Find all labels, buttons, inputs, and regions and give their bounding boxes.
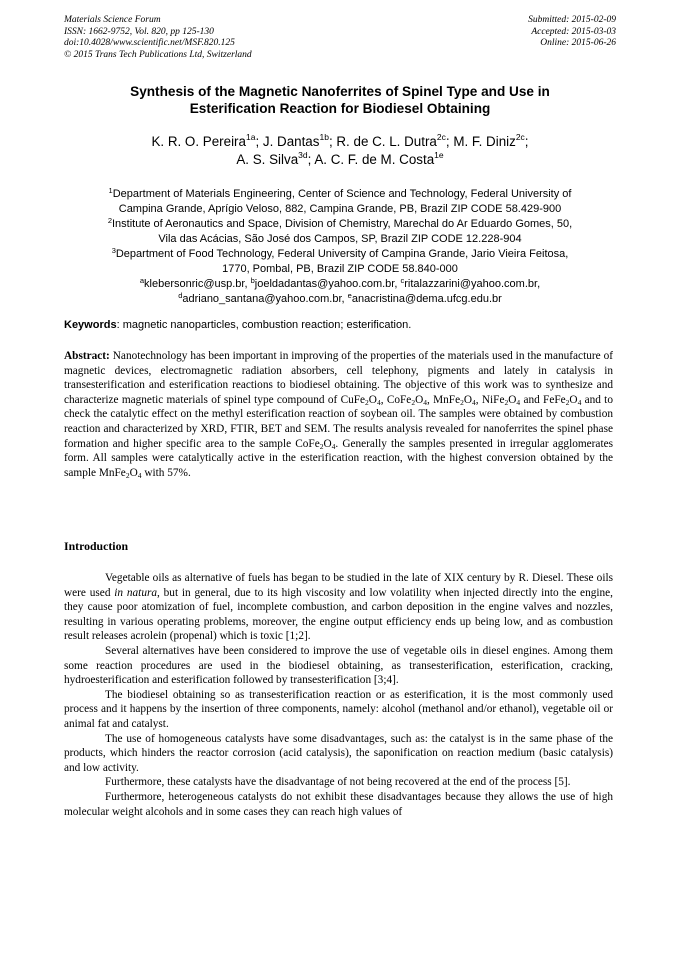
email-mark: c [400, 276, 405, 285]
author-separator: ; [307, 152, 315, 167]
keywords-label: Keywords [64, 319, 117, 331]
email-mark: e [347, 291, 352, 300]
author-name: A. S. Silva [236, 152, 299, 167]
affiliation-3-line-1: $^3$Department of Food Technology, Federal University of Campina Grande, Jario Vieira Feitosa, [111, 246, 569, 260]
email-mark: d [178, 291, 183, 300]
chemical-formula: $NiFe_2O_4$ [481, 393, 521, 407]
affiliation-1-line-1: $^1$Department of Materials Engineering, Center of Science and Technology, Federal University of [108, 186, 572, 200]
email-mark: b [250, 276, 255, 285]
author-list [64, 133, 616, 169]
author-line-1 [64, 133, 616, 151]
email-address[interactable]: adriano_santana@yahoo.com.br [182, 293, 342, 305]
author-name: J. Dantas [262, 134, 320, 149]
affiliation-block [64, 187, 616, 307]
introduction-heading: Introduction [64, 539, 129, 553]
paper-title [64, 83, 616, 117]
email-line-2: $^d$adriano_santana@yahoo.com.br, $^e$anacristina@dema.ufcg.edu.br [178, 291, 502, 305]
keywords-line [64, 318, 616, 332]
affiliation-number: 2 [107, 216, 112, 225]
author-separator: ; [328, 134, 337, 149]
author-affil-mark: 1a [245, 132, 256, 142]
affiliation-2-line-2: Vila das Acácias, São José dos Campos, SP, Brazil ZIP CODE 12.228-904 [158, 233, 522, 245]
email-address[interactable]: klebersonric@usp.br [144, 278, 245, 290]
affiliation-1-line-2: Campina Grande, Aprígio Veloso, 882, Campina Grande, PB, Brazil ZIP CODE 58.429-900 [118, 203, 562, 215]
affiliation-number: 3 [111, 246, 116, 255]
header-left [64, 15, 252, 61]
email-address[interactable]: joeldadantas@yahoo.com.br [254, 278, 395, 290]
title-line-2: Esterification Reaction for Biodiesel Obtaining [189, 101, 491, 116]
author-line-2 [64, 151, 616, 169]
chemical-formula: $CoFe_2O_4$ [295, 437, 336, 451]
abstract-paragraph: Abstract: Nanotechnology has been important in improving of the properties of the materials used in the manufacture of magnetic devices, electromagnetic radiation absorbers, cell telephony, pigments and lately in catalysis in transesterification and esterification reactions to biodiesel obtaining. The objective of this work was to synthesize and characterize magnetic materials of spinel type compound of $CuFe_2O_4$, $CoFe_2O_4$, $MnFe_2O_4$, $NiFe_2O_4$ and $FeFe_2O_4$ and to check the catalytic effect on the methyl esterification reaction of soybean oil. The samples were obtained by combustion reaction and characterized by XRD, FTIR, BET and SEM. The results analysis revealed for nanoferrites the spinel phase formation and higher specific area to the sample $CoFe_2O_4$. Generally the samples presented in irregular agglomerates form. All samples were catalytically active in the esterification reaction, with the highest conversion obtained by the sample $MnFe_2O_4$ with 57%. [64, 350, 613, 480]
issn-line: ISSN: 1662-9752, Vol. 820, pp 125-130 [64, 26, 214, 37]
email-line-1: $^a$klebersonric@usp.br, $^b$joeldadantas@yahoo.com.br, $^c$ritalazzarini@yahoo.com.br, [139, 276, 541, 290]
author-affil-mark: 1e [434, 150, 444, 160]
paragraph: Furthermore, heterogeneous catalysts do not exhibit these disadvantages because they allows the use of high molecular weight alcohols and in some cases they can reach high values of [64, 790, 613, 818]
affiliation-3-line-2: 1770, Pombal, PB, Brazil ZIP CODE 58.840-000 [222, 263, 458, 275]
affiliation-2-line-1: $^2$Institute of Aeronautics and Space, Division of Chemistry, Marechal do Ar Eduardo Gomes, 50, [107, 216, 573, 230]
chemical-formula: $CuFe_2O_4$ [340, 393, 381, 407]
introduction-body [64, 571, 613, 819]
author-affil-mark: 2c [515, 132, 525, 142]
italic-term: in natura [114, 586, 158, 599]
title-line-1: Synthesis of the Magnetic Nanoferrites of Spinel Type and Use in [130, 84, 550, 99]
online-date: Online: 2015-06-26 [540, 38, 616, 48]
author-name: K. R. O. Pereira [151, 134, 246, 149]
chemical-formula: $FeFe_2O_4$ [543, 393, 582, 407]
copyright-line: © 2015 Trans Tech Publications Ltd, Switzerland [64, 49, 252, 60]
author-name: R. de C. L. Dutra [336, 134, 437, 149]
submitted-date: Submitted: 2015-02-09 [528, 15, 616, 25]
author-separator: ; [445, 134, 454, 149]
email-mark: a [139, 276, 145, 285]
chemical-formula: $MnFe_2O_4$ [98, 466, 142, 480]
paragraph: Furthermore, these catalysts have the disadvantage of not being recovered at the end of the process [5]. [105, 776, 571, 789]
paragraph: The biodiesel obtaining so as transesterification reaction or as esterification, it is the most commonly used process and it happens by the insertion of three components, namely: alcohol (methanol and/or ethanol), vegetable oil or animal fat and catalyst. [64, 688, 613, 730]
doi-line[interactable]: doi:10.4028/www.scientific.net/MSF.820.125 [64, 38, 235, 48]
author-affil-mark: 2c [436, 132, 446, 142]
author-name: M. F. Diniz [453, 134, 516, 149]
affiliation-number: 1 [108, 186, 113, 195]
accepted-date: Accepted: 2015-03-03 [531, 26, 616, 37]
email-address[interactable]: ritalazzarini@yahoo.com.br [404, 278, 538, 290]
keywords-text: : magnetic nanoparticles, combustion reaction; esterification. [116, 319, 412, 331]
paragraph: Several alternatives have been considered to improve the use of vegetable oils in diesel engines. Among them some reaction procedures are used in the biodiesel obtaining, as transesterification, esterification, cracking, hydroesterification and esterification followed by transesterification [3;4]. [64, 644, 613, 687]
author-affil-mark: 3d [298, 150, 308, 160]
author-separator: ; [255, 134, 263, 149]
journal-name: Materials Science Forum [64, 15, 161, 25]
chemical-formula: $MnFe_2O_4$ [433, 393, 476, 407]
paragraph: The use of homogeneous catalysts have some disadvantages, such as: the catalyst is in the same phase of the products, which hinders the reactor corrosion (acid catalysis), the saponification on reaction medium (basic catalysis) and low activity. [64, 732, 613, 774]
author-name: A. C. F. de M. Costa [314, 152, 435, 167]
author-separator: ; [524, 134, 529, 149]
header-right [528, 15, 616, 50]
paragraph: Vegetable oils as alternative of fuels has began to be studied in the late of XIX century by R. Diesel. These oils were used in natura, but in general, due to its high viscosity and low volatility when injected directly into the engine, they cause poor atomization of fuel, incomplete combustion, and carbon deposition in the engine valves and nozzles, resulting in various operating problems, moreover, the engine output efficiency ends up being low, and as combustion result releases acrolein (propenal) which is toxic [1;2]. [64, 572, 613, 643]
author-affil-mark: 1b [319, 132, 329, 142]
email-address[interactable]: anacristina@dema.ufcg.edu.br [351, 293, 502, 305]
chemical-formula: $CoFe_2O_4$ [386, 393, 427, 407]
abstract-label: Abstract: [64, 350, 110, 362]
